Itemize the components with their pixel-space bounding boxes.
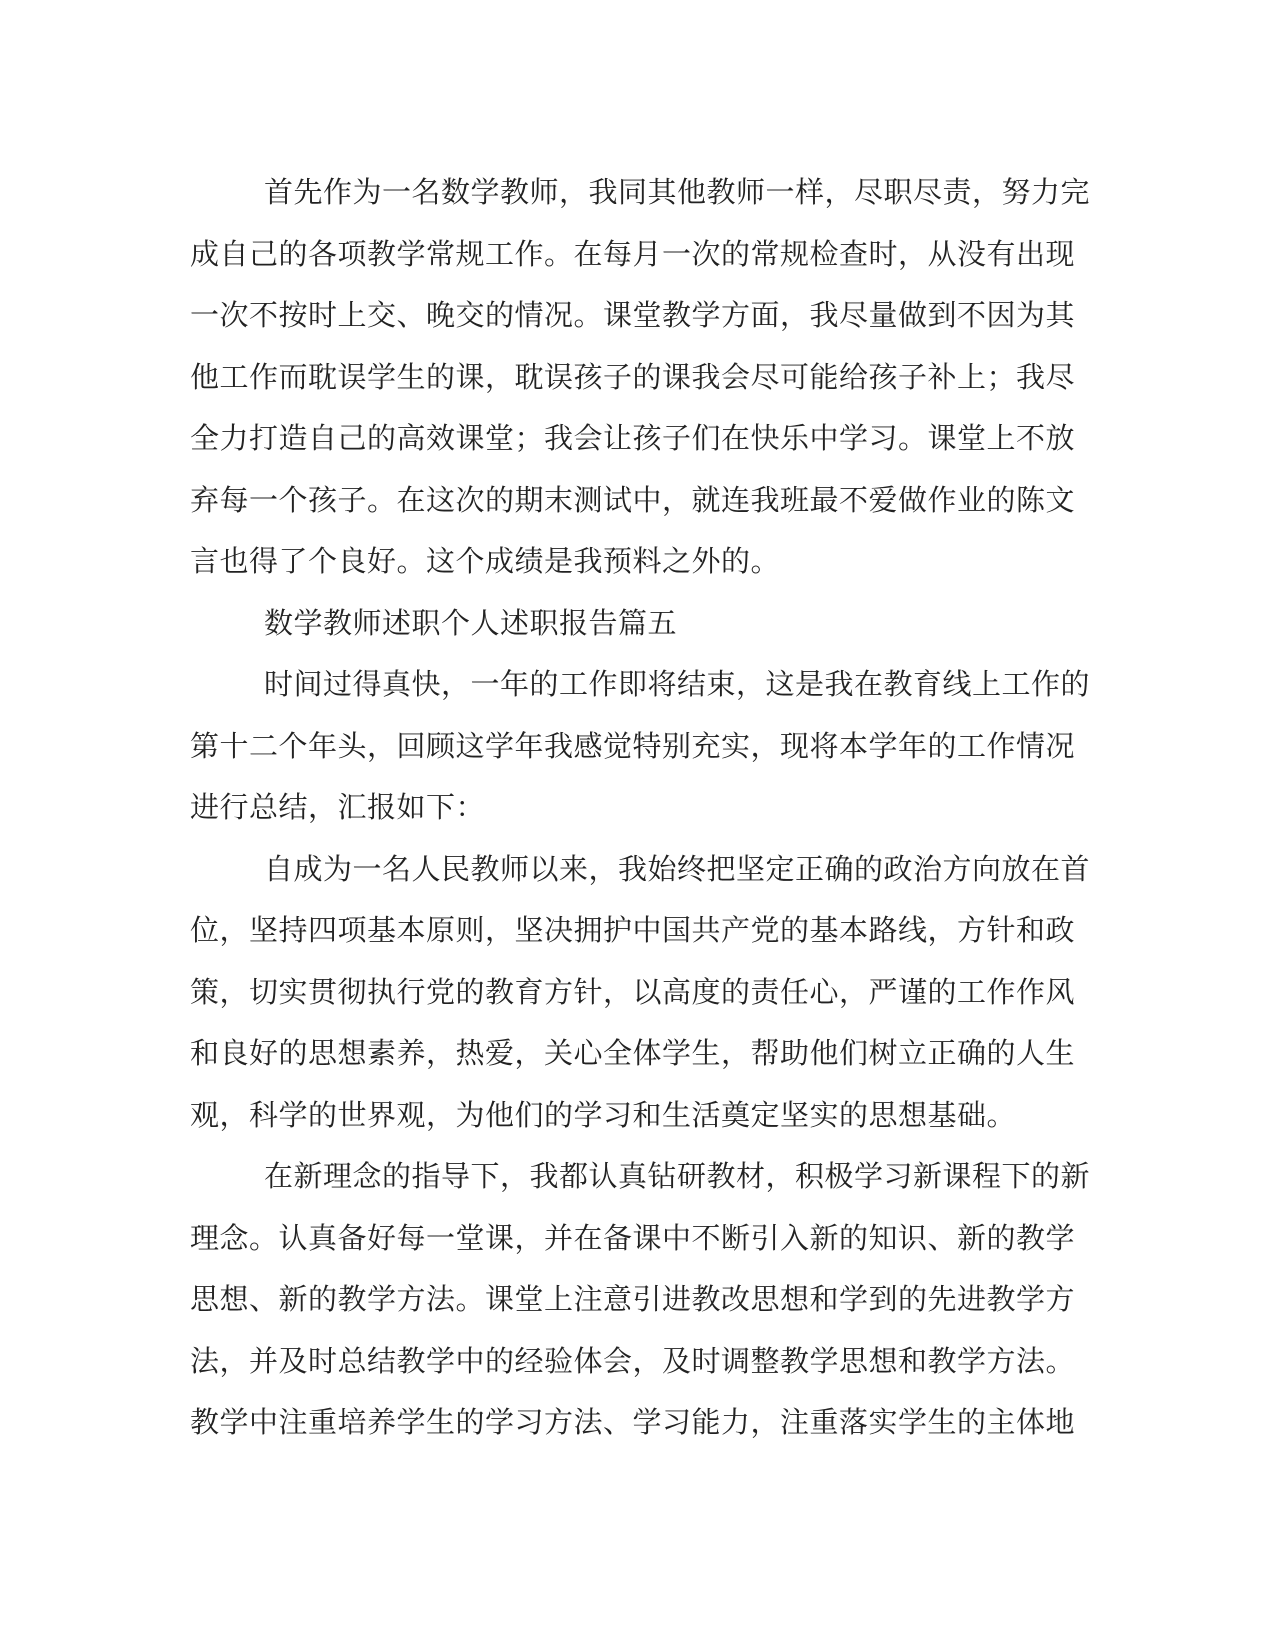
text-line: 和良好的思想素养，热爱，关心全体学生，帮助他们树立正确的人生 <box>190 1036 1076 1070</box>
text-line: 言也得了个良好。这个成绩是我预料之外的。 <box>190 544 781 578</box>
text-line: 成自己的各项教学常规工作。在每月一次的常规检查时，从没有出现 <box>190 236 1076 271</box>
text-line: 弃每一个孩子。在这次的期末测试中，就连我班最不爱做作业的陈文 <box>190 482 1076 517</box>
text-line: 思想、新的教学方法。课堂上注意引进教改思想和学到的先进教学方 <box>190 1282 1076 1316</box>
text-line: 位，坚持四项基本原则，坚决拥护中国共产党的基本路线，方针和政 <box>190 913 1076 947</box>
text-line: 在新理念的指导下，我都认真钻研教材，积极学习新课程下的新 <box>264 1159 1090 1193</box>
text-line: 观，科学的世界观，为他们的学习和生活奠定坚实的思想基础。 <box>190 1097 1017 1132</box>
text-line: 进行总结，汇报如下： <box>190 790 486 824</box>
text-line: 时间过得真快，一年的工作即将结束，这是我在教育线上工作的 <box>264 667 1090 701</box>
text-line: 法，并及时总结教学中的经验体会，及时调整教学思想和教学方法。 <box>190 1343 1076 1378</box>
text-line: 第十二个年头，回顾这学年我感觉特别充实，现将本学年的工作情况 <box>190 728 1076 763</box>
text-line: 首先作为一名数学教师，我同其他教师一样，尽职尽责，努力完 <box>264 175 1090 209</box>
text-line: 理念。认真备好每一堂课，并在备课中不断引入新的知识、新的教学 <box>190 1220 1076 1255</box>
text-line: 自成为一名人民教师以来，我始终把坚定正确的政治方向放在首 <box>264 851 1090 886</box>
text-line: 他工作而耽误学生的课，耽误孩子的课我会尽可能给孩子补上；我尽 <box>190 359 1076 394</box>
section-heading: 数学教师述职个人述职报告篇五 <box>264 605 678 640</box>
text-line: 教学中注重培养学生的学习方法、学习能力，注重落实学生的主体地 <box>190 1405 1076 1439</box>
text-line: 全力打造自己的高效课堂；我会让孩子们在快乐中学习。课堂上不放 <box>190 421 1076 455</box>
text-line: 策，切实贯彻执行党的教育方针，以高度的责任心，严谨的工作作风 <box>190 974 1076 1009</box>
text-line: 一次不按时上交、晚交的情况。课堂教学方面，我尽量做到不因为其 <box>190 298 1076 332</box>
document-body <box>190 162 1090 1454</box>
